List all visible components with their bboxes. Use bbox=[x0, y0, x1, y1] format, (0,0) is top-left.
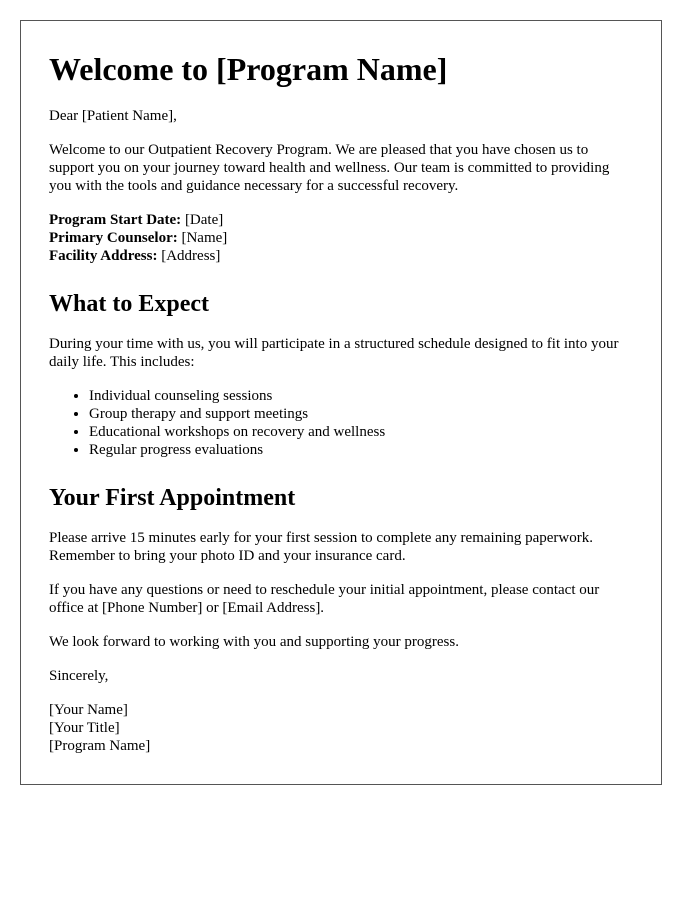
detail-address bbox=[49, 247, 633, 265]
salutation: Dear [Patient Name], bbox=[49, 108, 177, 124]
detail-start-date bbox=[49, 211, 633, 229]
signature-program: [Program Name] bbox=[49, 738, 151, 754]
signature-title: [Your Title] bbox=[49, 720, 120, 736]
detail-label: Primary Counselor: bbox=[49, 230, 178, 246]
list-item: • Regular progress evaluations bbox=[89, 441, 633, 459]
detail-counselor bbox=[49, 229, 633, 247]
program-details bbox=[49, 211, 633, 265]
signature-block bbox=[49, 701, 633, 755]
letter-title: Welcome to [Program Name] bbox=[49, 51, 448, 87]
intro-paragraph: Welcome to our Outpatient Recovery Program. We are pleased that you have chosen us to support you on your journey toward health and wellness. Our team is committed to providing you with the tools and guidance necessary for a successful recovery. bbox=[49, 142, 610, 194]
letter-container bbox=[20, 20, 662, 785]
appointment-paragraph-2: If you have any questions or need to reschedule your initial appointment, please contact our office at [Phone Number] or [Email Address]. bbox=[49, 582, 600, 616]
expect-list bbox=[49, 387, 633, 459]
detail-label: Program Start Date: bbox=[49, 212, 182, 228]
appointment-heading: Your First Appointment bbox=[49, 485, 296, 511]
list-item: • Individual counseling sessions bbox=[89, 387, 633, 405]
closing: Sincerely, bbox=[49, 668, 109, 684]
list-item: • Group therapy and support meetings bbox=[89, 405, 633, 423]
signature-name: [Your Name] bbox=[49, 702, 128, 718]
list-item: • Educational workshops on recovery and wellness bbox=[89, 423, 633, 441]
appointment-paragraph-3: We look forward to working with you and supporting your progress. bbox=[49, 634, 459, 650]
detail-value: [Name] bbox=[177, 230, 228, 246]
expect-heading: What to Expect bbox=[49, 291, 209, 317]
detail-value: [Date] bbox=[181, 212, 224, 228]
detail-label: Facility Address: bbox=[49, 248, 158, 264]
detail-value: [Address] bbox=[157, 248, 221, 264]
appointment-paragraph-1: Please arrive 15 minutes early for your first session to complete any remaining paperwork. Remember to bring your photo ID and your insurance card. bbox=[49, 530, 594, 564]
expect-paragraph: During your time with us, you will participate in a structured schedule designed to fit into your daily life. This includes: bbox=[49, 336, 619, 370]
